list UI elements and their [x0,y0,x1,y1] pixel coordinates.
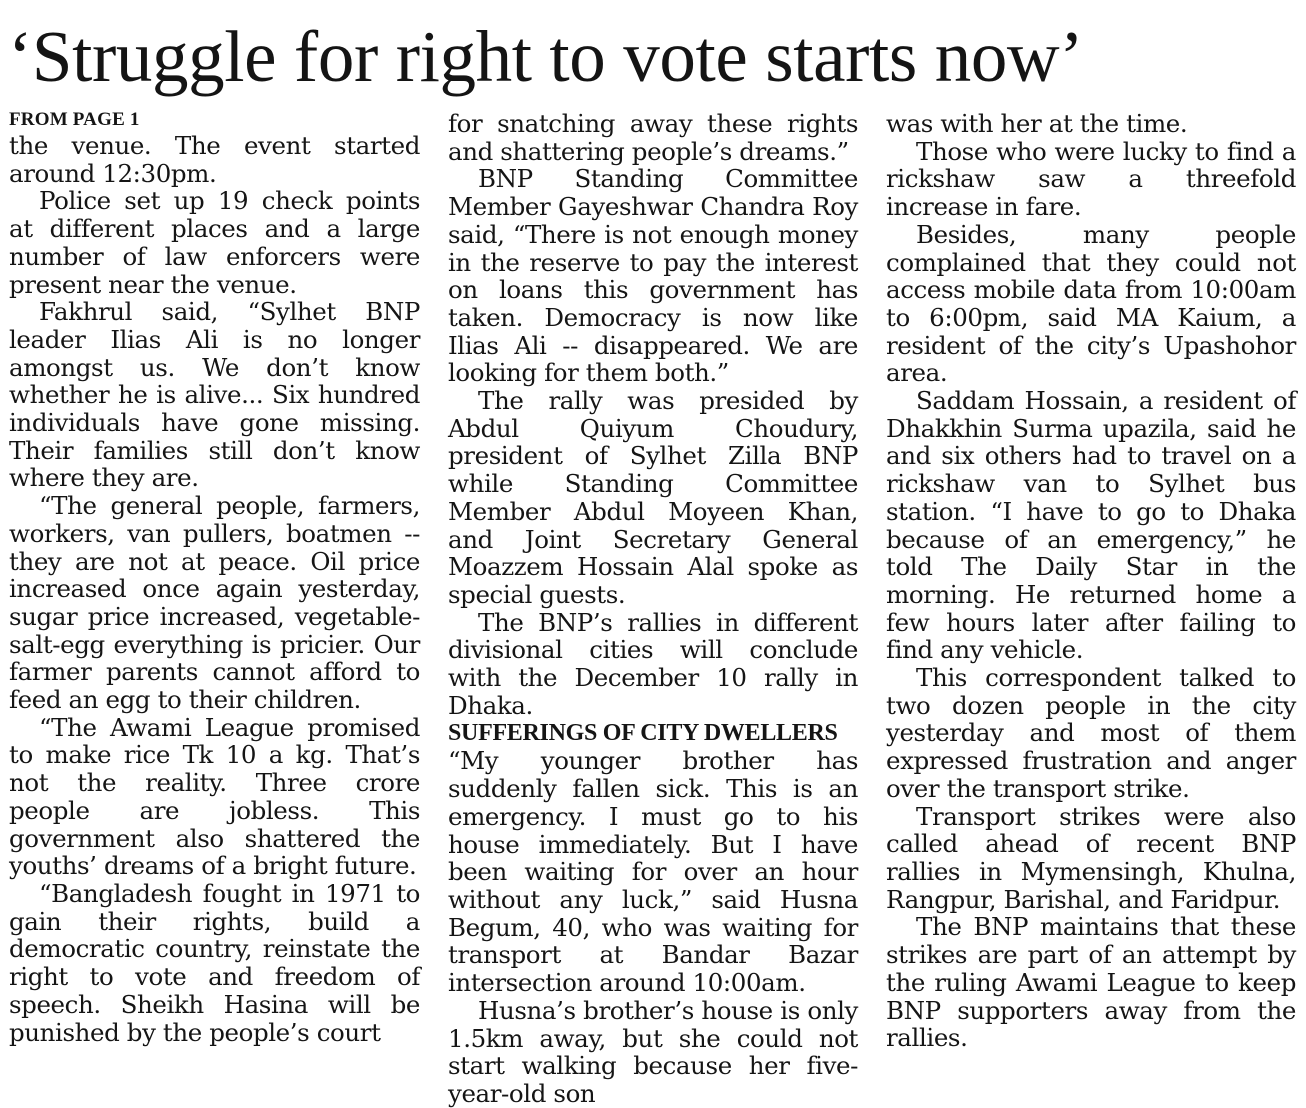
paragraph: Fakhrul said, “Sylhet BNP leader Ilias Ali is no longer amongst us. We don’t know whether he is alive... Six hundred individuals have gone missing. Their families still don’t know where they are. [9,297,420,493]
paragraph: Besides, many people complained that they could not access mobile data from 10:00am to 6:00pm, said MA Kaium, a resident of the city’s Upashohor area. [886,219,1296,388]
paragraph: This correspondent talked to two dozen people in the city yesterday and most of them expressed frustration and anger over the transport strike. [886,663,1296,803]
article-column-1 [9,107,420,1047]
paragraph: for snatching away these rights and shattering people’s dreams.” [448,109,858,166]
paragraph: Police set up 19 check points at different places and a large number of law enforcers were present near the venue. [9,186,420,299]
article-column-3 [886,109,1296,1053]
paragraph: “The Awami League promised to make rice Tk 10 a kg. That’s not the reality. Three crore people are jobless. This government also shattered the youths’ dreams of a bright future. [9,712,420,881]
paragraph: The BNP’s rallies in different divisional cities will conclude with the December 10 rally in Dhaka. [448,607,858,720]
paragraph: the venue. The event started around 12:30pm. [9,131,420,188]
section-subhead: SUFFERINGS OF CITY DWELLERS [448,720,838,747]
paragraph: Saddam Hossain, a resident of Dhakkhin Surma upazila, said he and six others had to travel on a rickshaw van to Sylhet bus station. “I have to go to Dhaka because of an emergency,” he told The Daily Star in the morning. He returned home a few hours later after failing to find any vehicle. [886,386,1296,665]
paragraph: BNP Standing Committee Member Gayeshwar Chandra Roy said, “There is not enough money in the reserve to pay the interest on loans this government has taken. Democracy is now like Ilias Ali -- disappeared. We are looking for them both.” [448,164,858,388]
paragraph: Those who were lucky to find a rickshaw saw a threefold increase in fare. [886,136,1296,222]
paragraph: “My younger brother has suddenly fallen sick. This is an emergency. I must go to his house immediately. But I have been waiting for over an hour without any luck,” said Husna Begum, 40, who was waiting for transport at Bandar Bazar intersection around 10:00am. [448,746,858,998]
paragraph: Transport strikes were also called ahead of recent BNP rallies in Mymensingh, Khulna, Rangpur, Barishal, and Faridpur. [886,801,1296,914]
paragraph: “Bangladesh fought in 1971 to gain their rights, build a democratic country, reinstate the right to vote and freedom of speech. Sheikh Hasina will be punished by the people’s court [9,878,420,1047]
paragraph: Husna’s brother’s house is only 1.5km away, but she could not start walking because her five-year-old son [448,995,858,1108]
article-column-2 [448,109,858,1108]
paragraph: The BNP maintains that these strikes are part of an attempt by the ruling Awami League to keep BNP supporters away from the rallies. [886,912,1296,1053]
from-page-kicker: FROM PAGE 1 [9,109,140,130]
headline: ‘Struggle for right to vote starts now’ [8,16,1084,97]
paragraph: “The general people, farmers, workers, van pullers, boatmen -- they are not at peace. Oil price increased once again yesterday, sugar price increased, vegetable-salt-egg everything is pricier. Our farmer parents cannot afford to feed an egg to their children. [9,491,420,715]
paragraph: was with her at the time. [886,109,1188,138]
paragraph: The rally was presided by Abdul Quiyum Choudury, president of Sylhet Zilla BNP while Standing Committee Member Abdul Moyeen Khan, and Joint Secretary General Moazzem Hossain Alal spoke as special guests. [448,386,858,609]
